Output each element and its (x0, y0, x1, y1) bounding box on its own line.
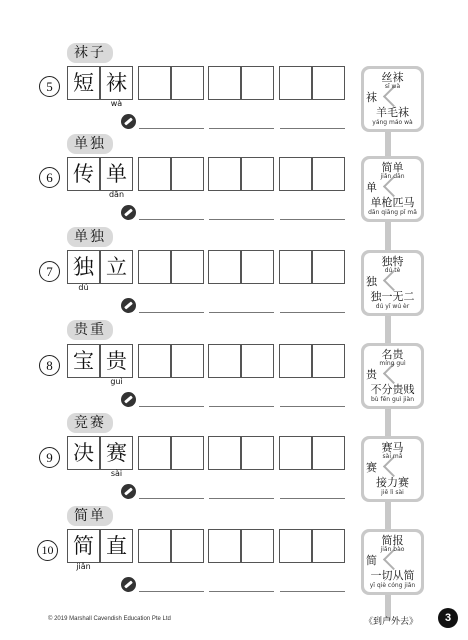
character-box: 简 (67, 529, 100, 563)
answer-line[interactable] (280, 591, 345, 592)
character-box: 贵 (100, 344, 133, 378)
card-character: 简 (366, 554, 377, 567)
writing-box[interactable] (138, 436, 171, 470)
row-number: 8 (39, 355, 60, 376)
card-phrase-pinyin: jiē lì sài (381, 489, 404, 496)
row-number: 10 (37, 540, 58, 561)
card-character: 袜 (366, 91, 377, 104)
answer-line[interactable] (209, 219, 274, 220)
card-word: 简报 (381, 534, 404, 547)
writing-box[interactable] (241, 250, 274, 284)
card-pinyin: sài mǎ (382, 453, 403, 460)
word-card (361, 156, 424, 222)
pencil-icon (121, 205, 136, 220)
answer-line[interactable] (139, 128, 204, 129)
pinyin-label: guì (110, 377, 123, 386)
card-phrase-pinyin: yī qiè cóng jiǎn (369, 582, 416, 589)
writing-box[interactable] (279, 250, 312, 284)
answer-line[interactable] (280, 219, 345, 220)
writing-box[interactable] (279, 436, 312, 470)
writing-box[interactable] (208, 344, 241, 378)
word-header: 竞赛 (67, 413, 113, 433)
writing-box[interactable] (171, 66, 204, 100)
writing-box[interactable] (138, 529, 171, 563)
writing-box[interactable] (208, 66, 241, 100)
pencil-icon (121, 392, 136, 407)
card-phrase: 接力赛 (376, 476, 409, 489)
writing-box[interactable] (312, 66, 345, 100)
writing-box[interactable] (171, 250, 204, 284)
row-number: 6 (39, 167, 60, 188)
pinyin-label: jiǎn (76, 562, 91, 571)
card-word: 赛马 (381, 441, 404, 454)
row-number: 5 (39, 76, 60, 97)
writing-box[interactable] (279, 529, 312, 563)
answer-line[interactable] (209, 591, 274, 592)
writing-box[interactable] (312, 344, 345, 378)
row-number: 9 (39, 447, 60, 468)
character-box: 袜 (100, 66, 133, 100)
answer-line[interactable] (139, 498, 204, 499)
writing-box[interactable] (279, 66, 312, 100)
card-character: 贵 (366, 368, 377, 381)
writing-box[interactable] (279, 157, 312, 191)
writing-box[interactable] (208, 250, 241, 284)
word-card (361, 529, 424, 595)
answer-line[interactable] (209, 406, 274, 407)
writing-box[interactable] (312, 529, 345, 563)
answer-line[interactable] (280, 498, 345, 499)
writing-box[interactable] (241, 344, 274, 378)
card-character: 独 (366, 275, 377, 288)
character-box: 传 (67, 157, 100, 191)
pencil-icon (121, 114, 136, 129)
character-box: 立 (100, 250, 133, 284)
character-box: 单 (100, 157, 133, 191)
card-pinyin: míng guì (379, 360, 406, 367)
pencil-icon (121, 298, 136, 313)
pencil-icon (121, 484, 136, 499)
card-phrase: 单枪匹马 (370, 196, 415, 209)
card-word: 独特 (381, 255, 404, 268)
pinyin-label: wà (110, 99, 123, 108)
writing-box[interactable] (241, 529, 274, 563)
card-phrase-pinyin: dú yī wú èr (375, 303, 410, 310)
book-title: 《到户外去》 (364, 617, 419, 627)
answer-line[interactable] (209, 312, 274, 313)
writing-box[interactable] (312, 157, 345, 191)
writing-box[interactable] (241, 436, 274, 470)
answer-line[interactable] (209, 128, 274, 129)
writing-box[interactable] (312, 436, 345, 470)
word-header: 袜子 (67, 43, 113, 63)
card-character: 单 (366, 181, 377, 194)
card-phrase-pinyin: bù fēn guì jiàn (370, 396, 415, 403)
word-header: 简单 (67, 506, 113, 526)
pencil-icon (121, 577, 136, 592)
word-card (361, 343, 424, 409)
writing-box[interactable] (241, 66, 274, 100)
card-character: 赛 (366, 461, 377, 474)
answer-line[interactable] (139, 312, 204, 313)
card-phrase-pinyin: yáng máo wà (372, 119, 413, 126)
writing-box[interactable] (138, 344, 171, 378)
writing-box[interactable] (241, 157, 274, 191)
answer-line[interactable] (139, 219, 204, 220)
pinyin-label: dān (108, 190, 125, 199)
character-box: 直 (100, 529, 133, 563)
character-box: 宝 (67, 344, 100, 378)
character-box: 决 (67, 436, 100, 470)
word-header: 贵重 (67, 320, 113, 340)
answer-line[interactable] (280, 312, 345, 313)
answer-line[interactable] (280, 406, 345, 407)
word-card (361, 66, 424, 132)
card-word: 名贵 (381, 348, 404, 361)
answer-line[interactable] (280, 128, 345, 129)
copyright-text: © 2019 Marshall Cavendish Education Pte Ltd (48, 616, 171, 622)
writing-box[interactable] (138, 66, 171, 100)
card-word: 简单 (381, 161, 404, 174)
word-card (361, 436, 424, 502)
character-box: 短 (67, 66, 100, 100)
card-pinyin: dú tè (384, 267, 401, 274)
writing-box[interactable] (208, 529, 241, 563)
card-pinyin: jiǎn dān (380, 173, 405, 180)
writing-box[interactable] (171, 436, 204, 470)
card-word: 丝袜 (381, 71, 404, 84)
card-phrase: 不分贵贱 (370, 383, 415, 396)
card-pinyin: jiǎn bào (380, 546, 405, 553)
writing-box[interactable] (171, 344, 204, 378)
pinyin-label: sài (110, 469, 123, 478)
writing-box[interactable] (279, 344, 312, 378)
answer-line[interactable] (209, 498, 274, 499)
pinyin-label: dú (78, 283, 89, 292)
writing-box[interactable] (208, 157, 241, 191)
writing-box[interactable] (208, 436, 241, 470)
answer-line[interactable] (139, 591, 204, 592)
card-phrase: 羊毛袜 (376, 106, 409, 119)
row-number: 7 (39, 261, 60, 282)
card-phrase-pinyin: dān qiāng pǐ mǎ (368, 209, 417, 216)
writing-box[interactable] (138, 157, 171, 191)
card-phrase: 一切从简 (370, 569, 415, 582)
character-box: 独 (67, 250, 100, 284)
character-box: 赛 (100, 436, 133, 470)
word-header: 单独 (67, 227, 113, 247)
writing-box[interactable] (312, 250, 345, 284)
writing-box[interactable] (171, 529, 204, 563)
word-header: 单独 (67, 134, 113, 154)
word-card (361, 250, 424, 316)
card-pinyin: sī wà (384, 83, 401, 90)
answer-line[interactable] (139, 406, 204, 407)
writing-box[interactable] (138, 250, 171, 284)
writing-box[interactable] (171, 157, 204, 191)
card-phrase: 独一无二 (370, 290, 415, 303)
page-number: 3 (438, 608, 458, 628)
